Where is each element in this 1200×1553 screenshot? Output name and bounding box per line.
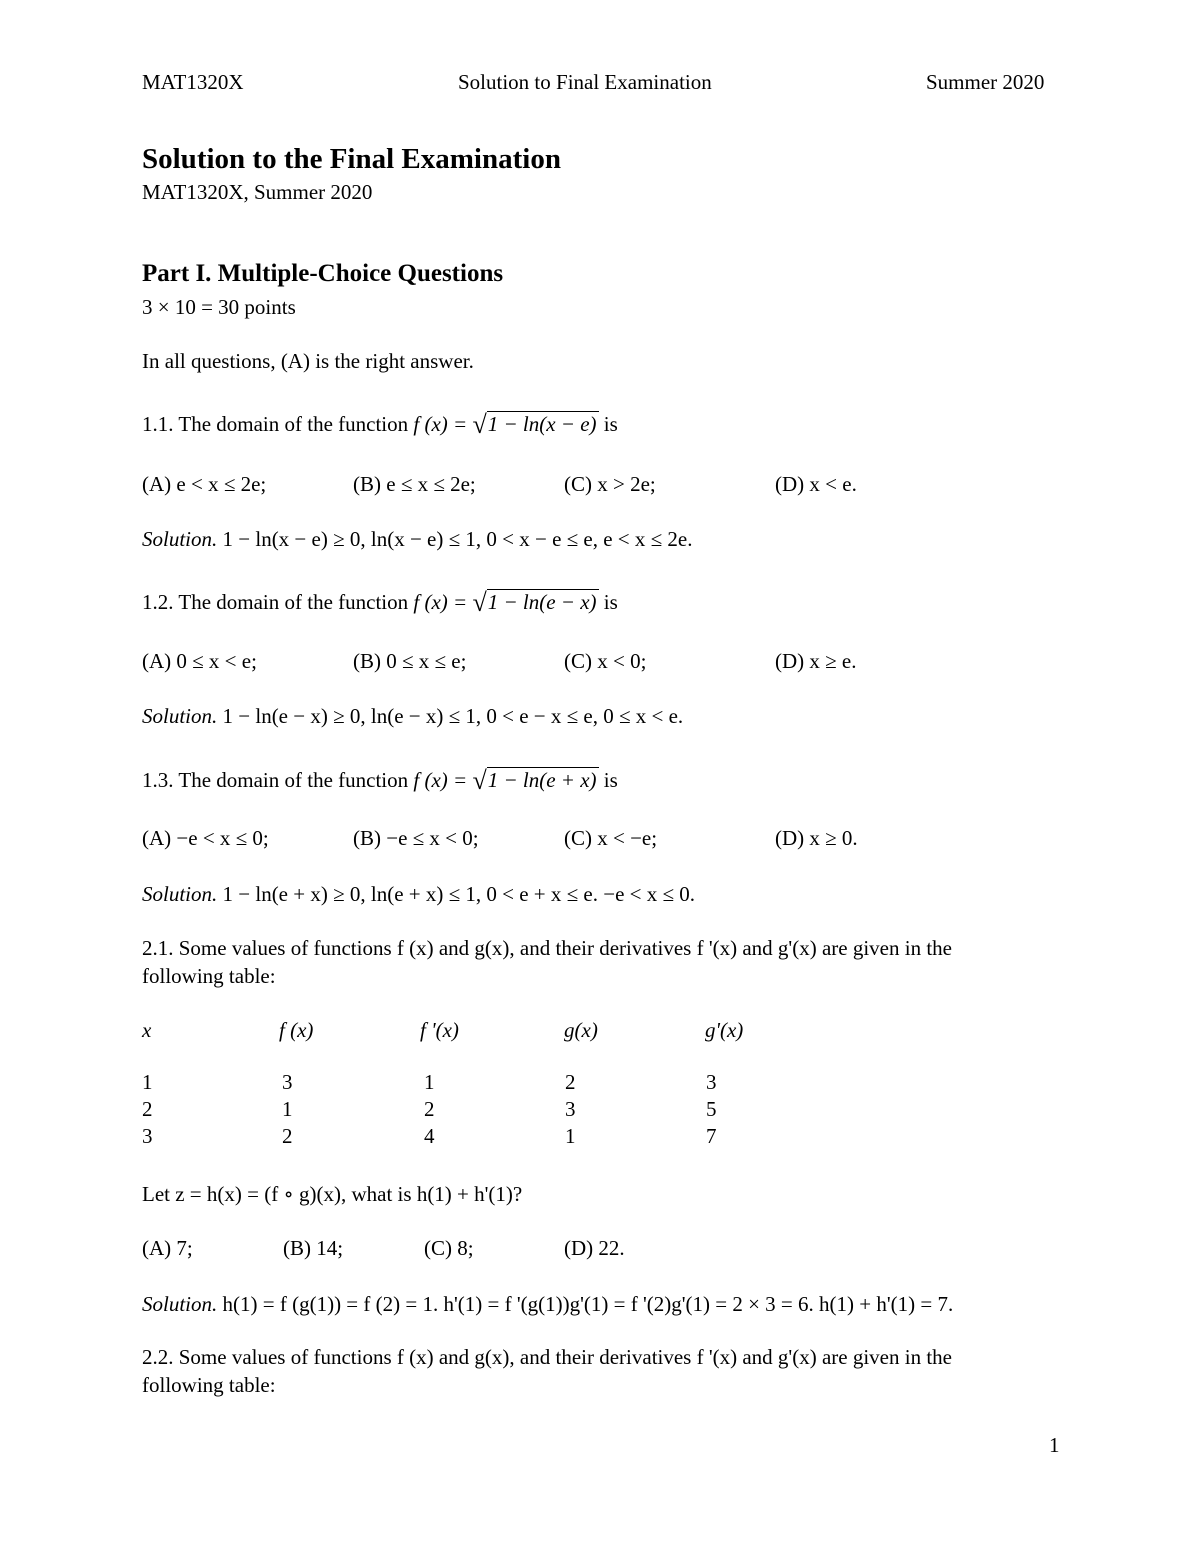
solution-1-2 (142, 704, 683, 729)
question-suffix: is (598, 768, 618, 792)
table-cell: 3 (565, 1097, 576, 1121)
solution-1-1 (142, 527, 693, 552)
option-d: (D) x ≥ 0. (775, 826, 858, 850)
question-2-1-line1: 2.1. Some values of functions f (x) and g(x), and their derivatives f '(x) and g'(x) are given in the (142, 936, 952, 960)
part1-points: 3 × 10 = 30 points (142, 295, 296, 319)
option-b: (B) 0 ≤ x ≤ e; (353, 649, 467, 673)
solution-1-3 (142, 882, 695, 907)
table-cell: 2 (282, 1124, 293, 1148)
option-a: (A) 7; (142, 1236, 193, 1260)
radical-sign: √ (472, 766, 487, 795)
question-prefix: 1.1. The domain of the function (142, 412, 414, 436)
table-cell: 1 (565, 1124, 576, 1148)
radicand: 1 − ln(e + x) (487, 768, 597, 792)
option-b: (B) e ≤ x ≤ 2e; (353, 472, 476, 496)
question-2-1-line2: following table: (142, 964, 276, 988)
table-cell: 3 (282, 1070, 293, 1094)
option-d: (D) 22. (564, 1236, 625, 1260)
question-2-1-prompt: Let z = h(x) = (f ∘ g)(x), what is h(1) + h'(1)? (142, 1182, 523, 1206)
sqrt-expression (472, 586, 598, 616)
function-expression: f (x) = (413, 590, 468, 614)
solution-2-1 (142, 1292, 953, 1317)
option-a: (A) e < x ≤ 2e; (142, 472, 267, 496)
option-a: (A) 0 ≤ x < e; (142, 649, 257, 673)
table-cell: 2 (565, 1070, 576, 1094)
table-cell: 3 (706, 1070, 717, 1094)
table-header: f (x) (279, 1018, 314, 1042)
option-c: (C) x < −e; (564, 826, 658, 850)
table-header: x (142, 1018, 152, 1042)
question-prefix: 1.2. The domain of the function (142, 590, 414, 614)
page-title: Solution to the Final Examination (142, 143, 561, 175)
radical-sign: √ (472, 588, 487, 617)
table-header: f '(x) (420, 1018, 459, 1042)
solution-text: 1 − ln(e − x) ≥ 0, ln(e − x) ≤ 1, 0 < e − x ≤ e, 0 ≤ x < e. (217, 704, 684, 728)
solution-label: Solution. (142, 527, 218, 551)
solution-label: Solution. (142, 704, 218, 728)
question-1-2 (142, 586, 618, 616)
function-expression: f (x) = (413, 412, 468, 436)
table-cell: 1 (424, 1070, 435, 1094)
question-suffix: is (598, 412, 618, 436)
sqrt-expression (472, 764, 598, 794)
radicand: 1 − ln(e − x) (487, 590, 597, 614)
solution-text: 1 − ln(e + x) ≥ 0, ln(e + x) ≤ 1, 0 < e + x ≤ e. −e < x ≤ 0. (217, 882, 696, 906)
header-course: MAT1320X (142, 70, 244, 94)
option-c: (C) 8; (424, 1236, 474, 1260)
table-cell: 1 (282, 1097, 293, 1121)
option-a: (A) −e < x ≤ 0; (142, 826, 269, 850)
option-d: (D) x ≥ e. (775, 649, 857, 673)
solution-text: h(1) = f (g(1)) = f (2) = 1. h'(1) = f '(g(1))g'(1) = f '(2)g'(1) = 2 × 3 = 6. h(1) + h'(1) = 7. (217, 1292, 954, 1316)
table-cell: 5 (706, 1097, 717, 1121)
question-2-2-line1: 2.2. Some values of functions f (x) and g(x), and their derivatives f '(x) and g'(x) are given in the (142, 1345, 952, 1369)
option-c: (C) x > 2e; (564, 472, 656, 496)
option-b: (B) −e ≤ x < 0; (353, 826, 479, 850)
question-prefix: 1.3. The domain of the function (142, 768, 414, 792)
radical-sign: √ (472, 410, 487, 439)
option-d: (D) x < e. (775, 472, 857, 496)
part1-note: In all questions, (A) is the right answer. (142, 349, 474, 373)
question-suffix: is (598, 590, 618, 614)
question-1-1 (142, 408, 618, 438)
table-cell: 2 (142, 1097, 153, 1121)
option-c: (C) x < 0; (564, 649, 647, 673)
table-cell: 2 (424, 1097, 435, 1121)
function-expression: f (x) = (413, 768, 468, 792)
table-header: g(x) (564, 1018, 598, 1042)
header-term: Summer 2020 (926, 70, 1045, 94)
sqrt-expression (472, 408, 598, 438)
table-cell: 1 (142, 1070, 153, 1094)
question-2-2-line2: following table: (142, 1373, 276, 1397)
solution-label: Solution. (142, 1292, 218, 1316)
solution-text: 1 − ln(x − e) ≥ 0, ln(x − e) ≤ 1, 0 < x − e ≤ e, e < x ≤ 2e. (217, 527, 693, 551)
header-doc-title: Solution to Final Examination (458, 70, 712, 94)
part1-heading: Part I. Multiple-Choice Questions (142, 260, 504, 287)
table-cell: 3 (142, 1124, 153, 1148)
table-header: g'(x) (705, 1018, 744, 1042)
values-table (142, 1018, 842, 1158)
page-subtitle: MAT1320X, Summer 2020 (142, 180, 373, 204)
radicand: 1 − ln(x − e) (487, 412, 597, 436)
page-number: 1 (1049, 1433, 1060, 1457)
table-cell: 7 (706, 1124, 717, 1148)
solution-label: Solution. (142, 882, 218, 906)
question-1-3 (142, 764, 618, 794)
option-b: (B) 14; (283, 1236, 344, 1260)
table-cell: 4 (424, 1124, 435, 1148)
